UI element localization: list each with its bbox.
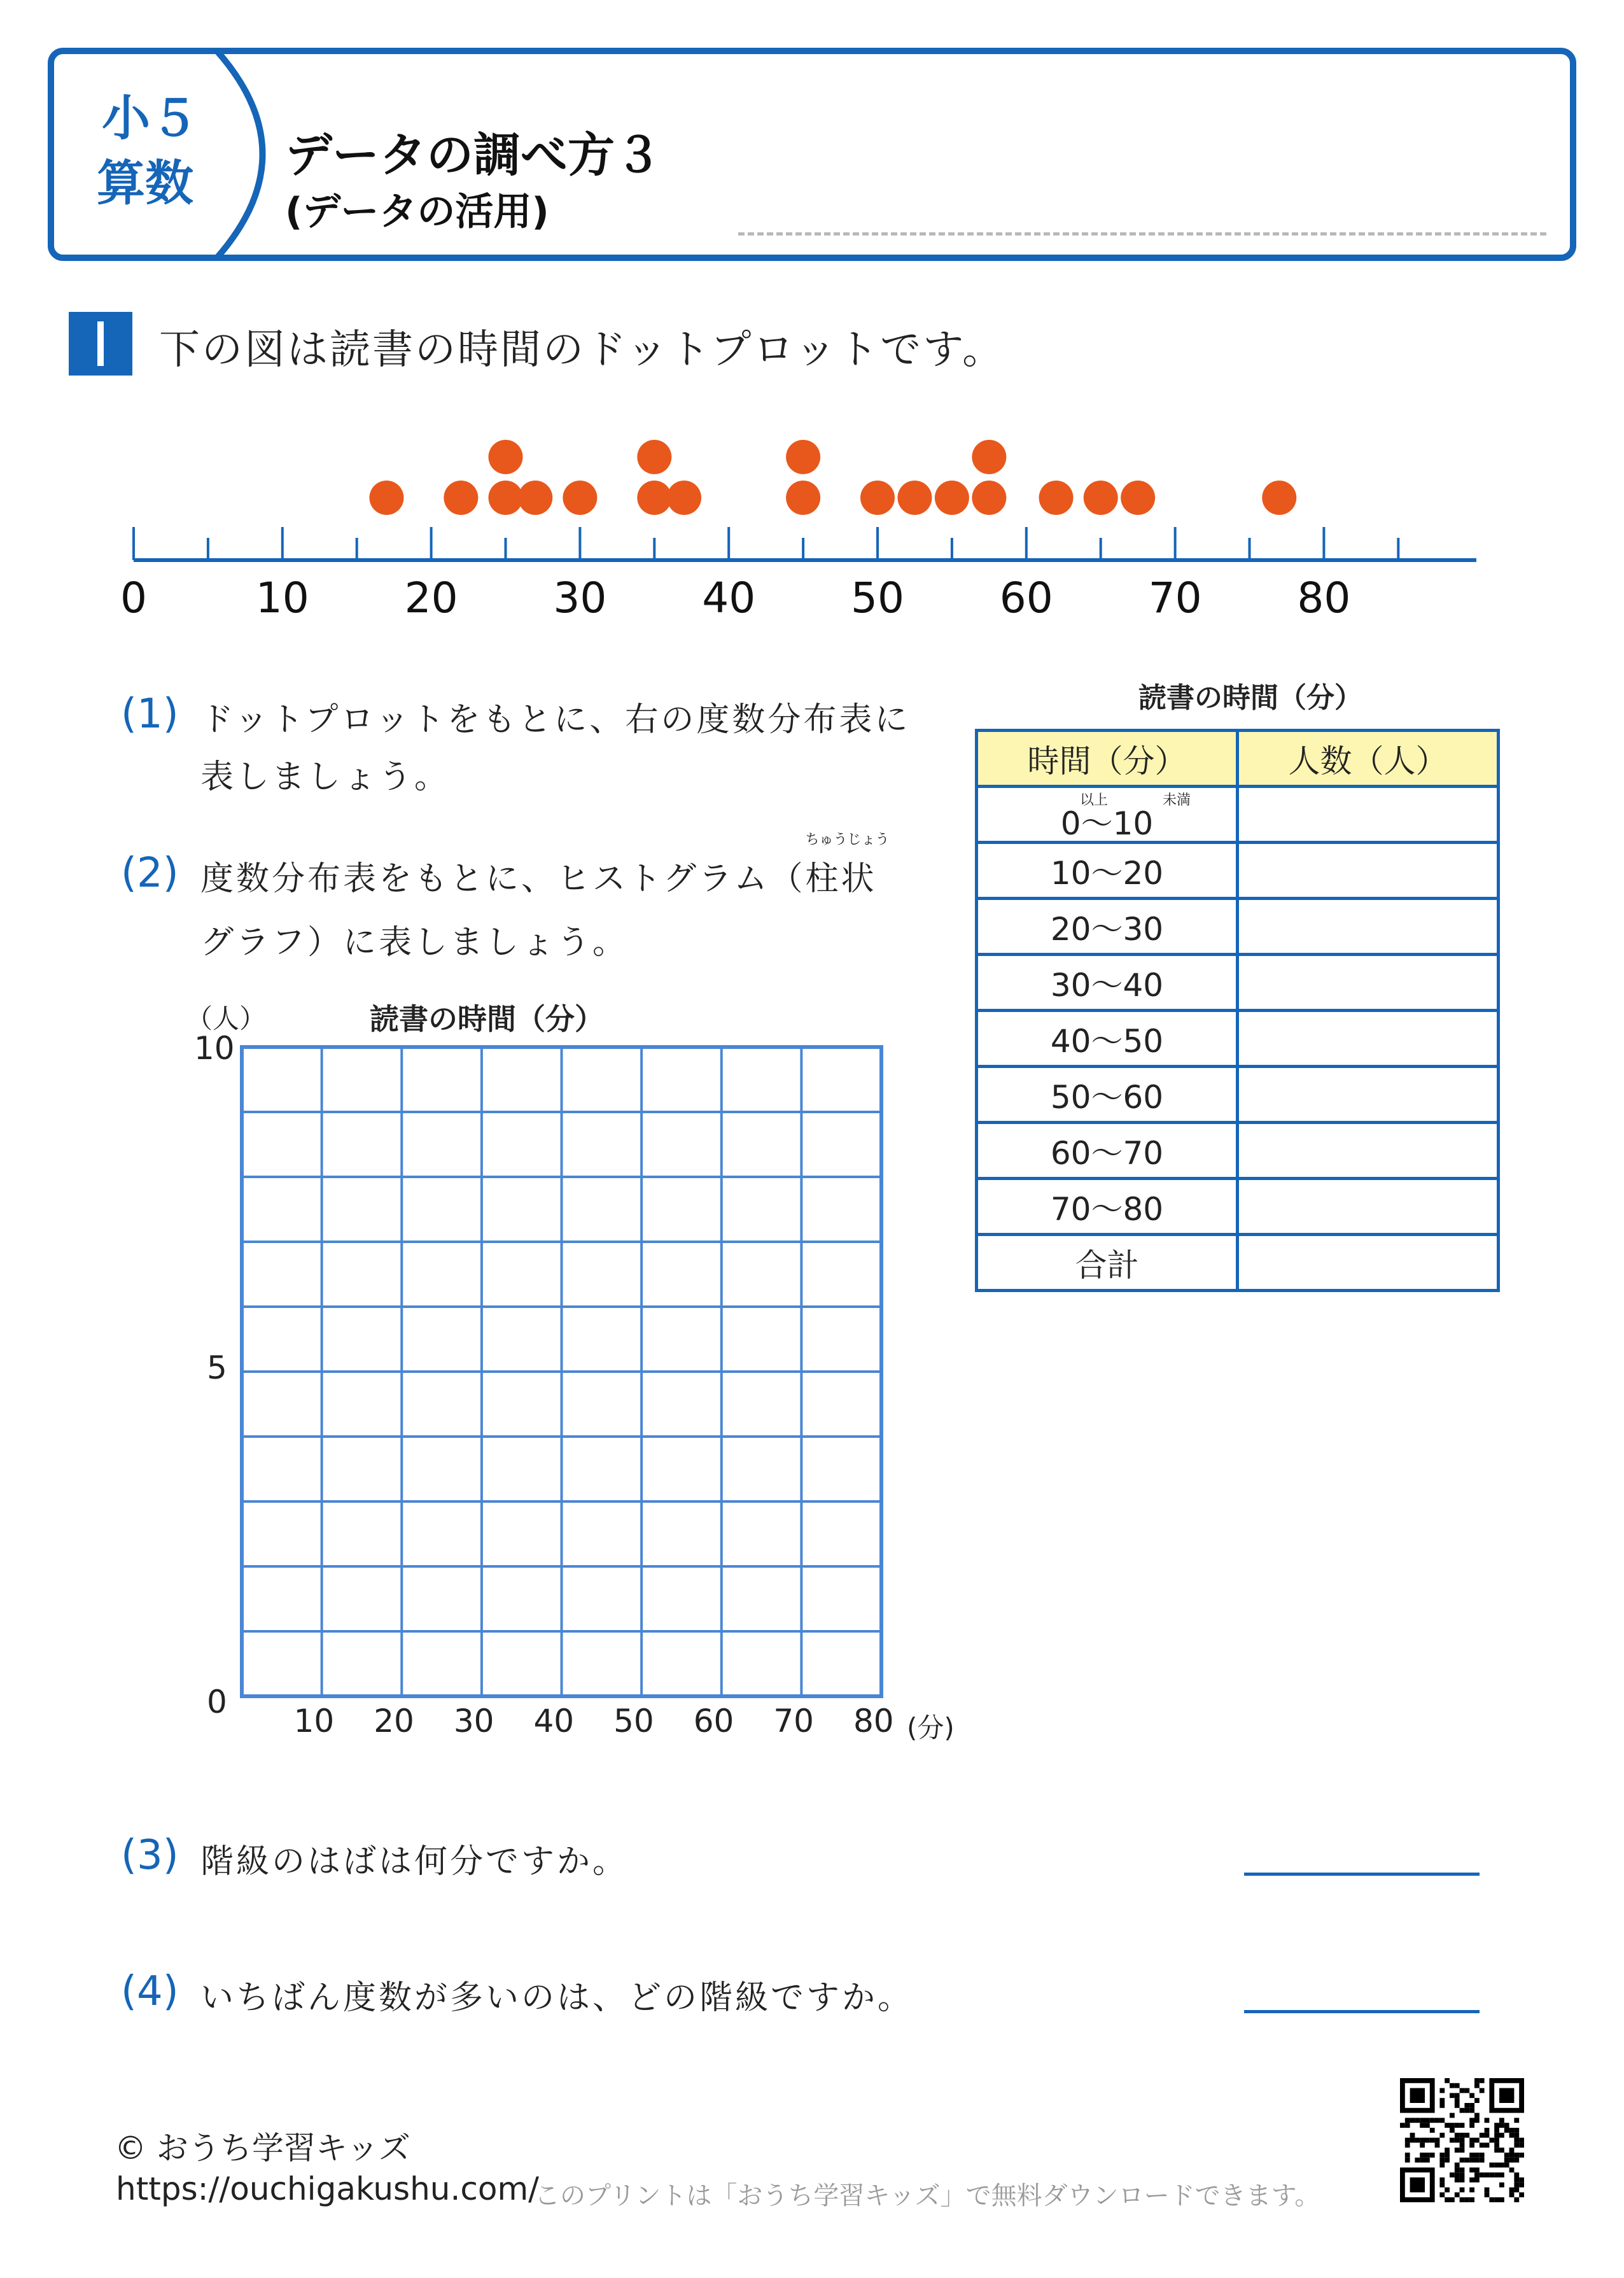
table-title: 読書の時間（分） [1138,682,1362,714]
dot-mark [1262,481,1296,515]
count-input-cell[interactable] [1238,843,1499,899]
table-row [977,1011,1499,1067]
count-input-cell[interactable] [1238,1067,1499,1123]
axis-tick-label: 70 [1148,573,1202,622]
sub-question-1-line2: 表しましょう。 [200,758,451,796]
y-label-top: 10 [194,1030,235,1067]
answer-line-4[interactable] [1244,2010,1480,2013]
sub-question-1-number: (1) [121,691,179,738]
table-row [977,899,1499,955]
ruby-miman: 未満 [1163,792,1191,808]
x-tick-label: 10 [293,1703,335,1740]
sub-question-2-number: (2) [121,850,179,897]
answer-line-3[interactable] [1244,1873,1480,1876]
y-label-mid: 5 [207,1349,227,1386]
sub-question-3-text: 階級のはばは何分ですか。 [200,1843,629,1881]
axis-tick-label: 80 [1297,573,1351,622]
header-time: 時間（分） [977,731,1238,787]
axis-tick-label: 30 [553,573,607,622]
class-cell: 40〜50 [977,1011,1238,1067]
count-input-cell[interactable] [1238,955,1499,1011]
copyright: © おうち学習キッズ [115,2130,410,2167]
axis-tick-label: 50 [851,573,904,622]
header-count: 人数（人） [1238,731,1499,787]
x-tick-label: 40 [533,1703,575,1740]
class-cell: 60〜70 [977,1123,1238,1179]
x-tick-label: 80 [853,1703,894,1740]
sub-question-4-number: (4) [121,1968,179,2015]
axis-tick-label: 60 [999,573,1053,622]
dot-mark [1039,481,1074,515]
x-tick-label: 70 [773,1703,814,1740]
ruby-ijou: 以上 [1080,792,1109,808]
histogram-title: 読書の時間（分） [370,1002,604,1036]
total-input-cell[interactable] [1238,1235,1499,1291]
grade-label: 小５ [102,90,199,146]
qr-code-icon [1400,2078,1524,2202]
y-axis-unit: （人） [186,1003,267,1034]
ruby-chuujou: ちゅうじょう [805,832,890,848]
count-input-cell[interactable] [1238,1123,1499,1179]
dot-mark [1121,481,1155,515]
sub-question-2-line2: グラフ）に表しましょう。 [200,924,629,962]
question-text: 下の図は読書の時間のドットプロットです。 [159,327,1005,374]
x-axis-unit: (分) [907,1712,955,1743]
table-row [977,1179,1499,1235]
count-input-cell[interactable] [1238,787,1499,843]
site-url[interactable]: https://ouchigakushu.com/ [116,2170,540,2207]
frequency-table [975,729,1500,1292]
sub-question-2-line1: 度数分布表をもとに、ヒストグラム（ ちゅうじょう 柱状 [200,852,876,899]
x-tick-label: 20 [374,1703,414,1740]
footer-note: このプリントは「おうち学習キッズ」で無料ダウンロードできます。 [535,2181,1320,2211]
class-cell: 10〜20 [977,843,1238,899]
histogram-grid[interactable] [0,0,1018,1757]
axis-tick-label: 10 [255,573,309,622]
sub-question-1-line1: ドットプロットをもとに、右の度数分布表に [200,701,911,739]
axis-tick-label: 0 [120,573,147,622]
axis-tick-label: 20 [404,573,458,622]
sub-question-4-text: いちばん度数が多いのは、どの階級ですか。 [200,1979,914,2017]
subject-label: 算数 [97,155,193,211]
page-subtitle: (データの活用) [285,190,549,234]
sub-question-3-number: (3) [121,1832,179,1879]
class-cell: 以上 未満 0〜10 [977,787,1238,843]
page-title: データの調べ方３ [285,128,662,183]
table-total-row [977,1235,1499,1291]
count-input-cell[interactable] [1238,1179,1499,1235]
class-cell: 30〜40 [977,955,1238,1011]
count-input-cell[interactable] [1238,899,1499,955]
x-tick-label: 30 [453,1703,494,1740]
table-header-row [977,731,1499,787]
table-row [977,955,1499,1011]
table-row [977,843,1499,899]
y-label-bottom: 0 [207,1684,227,1720]
dot-mark [1084,481,1118,515]
table-row [977,1067,1499,1123]
x-tick-label: 60 [693,1703,734,1740]
total-label: 合計 [977,1235,1238,1291]
table-row [977,787,1499,843]
class-cell: 70〜80 [977,1179,1238,1235]
table-row [977,1123,1499,1179]
count-input-cell[interactable] [1238,1011,1499,1067]
axis-tick-label: 40 [702,573,756,622]
x-tick-label: 50 [613,1703,654,1740]
class-cell: 50〜60 [977,1067,1238,1123]
class-cell: 20〜30 [977,899,1238,955]
